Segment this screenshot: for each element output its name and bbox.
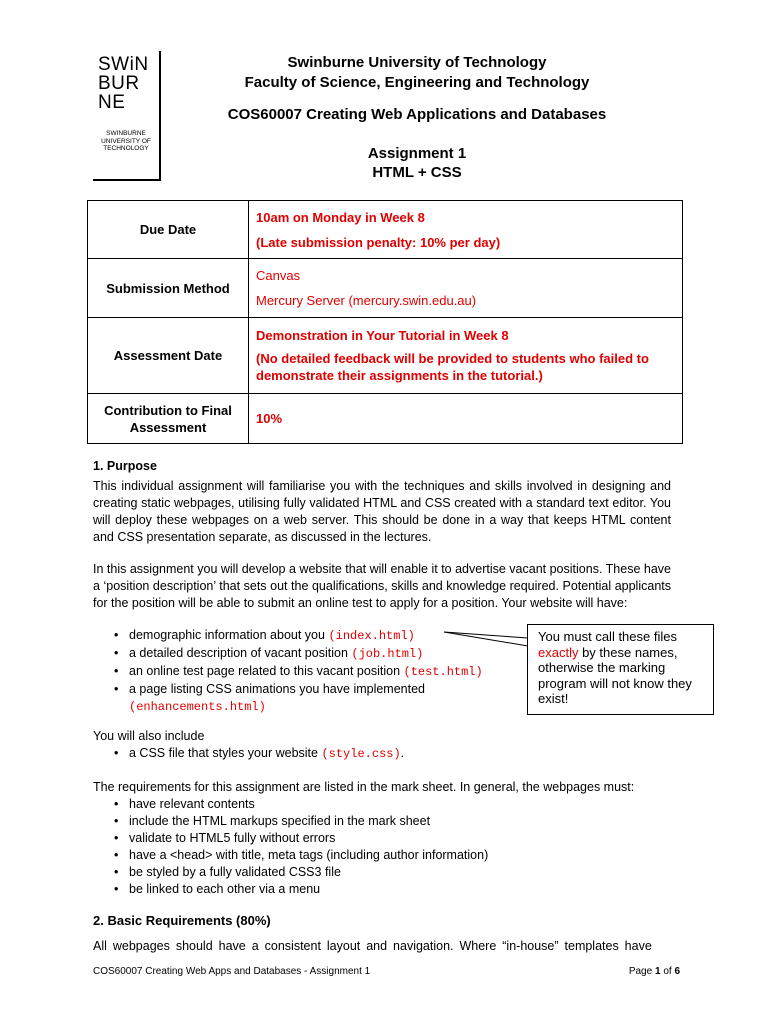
submission-label: Submission Method: [88, 259, 249, 318]
file-name: (index.html): [328, 629, 415, 643]
basic-requirements-paragraph: All webpages should have a consistent layout and navigation. Where “in-house” templates have: [93, 939, 652, 953]
assessment-value: [249, 318, 683, 394]
logo-caption-1: SWINBURNE: [106, 130, 146, 137]
list-item: • have relevant contents: [114, 797, 255, 811]
naming-callout: [527, 624, 714, 715]
assignment-info-table: [87, 200, 683, 444]
course-title: COS60007 Creating Web Applications and Databases: [227, 106, 607, 123]
logo-caption-3: TECHNOLOGY: [103, 145, 149, 152]
submission-canvas: Canvas: [256, 268, 301, 283]
footer-course: COS60007 Creating Web Apps and Databases - Assignment 1: [93, 966, 371, 977]
file-name: (test.html): [403, 665, 483, 679]
contribution-row: [88, 394, 683, 444]
item-text: be styled by a fully validated CSS3 file: [129, 865, 341, 879]
item-text: an online test page related to this vacant position: [129, 664, 404, 678]
submission-mercury: Mercury Server (mercury.swin.edu.au): [256, 293, 477, 308]
total-pages: 6: [674, 966, 680, 977]
assessment-row: [88, 318, 683, 394]
requirements-list: [93, 796, 533, 898]
assessment-main: Demonstration in Your Tutorial in Week 8: [256, 328, 509, 343]
submission-row: [88, 259, 683, 318]
due-date-main: 10am on Monday in Week 8: [256, 209, 425, 225]
callout-text-post: by these names, otherwise the marking program will not know they exist!: [538, 644, 692, 706]
item-text: have a <head> with title, meta tags (including author information): [129, 848, 489, 862]
file-name: (enhancements.html): [129, 700, 266, 714]
page-word: Page: [628, 966, 653, 977]
purpose-paragraph-1: This individual assignment will familiarise you with the techniques and skills involved in designing and creating static webpages, utilising fully validated HTML and CSS created with a standard text editor. You will deploy these webpages on a web server. This should be done in a way that keeps HTML content and CSS presentation separate, as discussed in the lectures.: [93, 479, 671, 544]
item-text: include the HTML markups specified in the mark sheet: [129, 814, 431, 828]
callout-pointer: [440, 626, 532, 656]
of-word: of: [663, 966, 672, 977]
item-end: .: [400, 746, 405, 760]
due-date-row: [88, 201, 683, 259]
list-item: • be linked to each other via a menu: [114, 882, 321, 896]
file-name: (style.css): [321, 747, 401, 761]
assignment-title: Assignment 1: [367, 145, 467, 162]
faculty-title: Faculty of Science, Engineering and Technology: [244, 74, 590, 91]
current-page: 1: [654, 966, 661, 977]
list-item: • validate to HTML5 fully without errors: [114, 831, 336, 845]
list-item: • a detailed description of vacant position (job.html): [114, 646, 424, 661]
logo-line-1: SWiN: [98, 54, 149, 75]
item-text: a detailed description of vacant position: [129, 646, 352, 660]
requirements-intro: The requirements for this assignment are listed in the mark sheet. In general, the webpages must:: [93, 780, 635, 794]
due-date-label: Due Date: [88, 201, 249, 259]
assignment-topic: HTML + CSS: [372, 164, 462, 181]
callout-text-pre: You must call these files: [538, 629, 677, 644]
contribution-value: 10%: [249, 394, 683, 444]
assessment-note: (No detailed feedback will be provided to students who failed to demonstrate their assignments in the tutorial.): [256, 351, 649, 383]
page-footer: [93, 966, 680, 978]
list-item: • include the HTML markups specified in the mark sheet: [114, 814, 431, 828]
list-item: • a page listing CSS animations you have implemented (enhancements.html): [114, 682, 426, 714]
contribution-label: Contribution to Final Assessment: [88, 394, 249, 444]
list-item: • be styled by a fully validated CSS3 file: [114, 865, 341, 879]
list-item: • an online test page related to this vacant position (test.html): [114, 664, 483, 679]
swinburne-logo: [93, 51, 161, 181]
callout-emphasis: exactly: [538, 644, 579, 660]
logo-line-3: NE: [98, 92, 126, 113]
item-text: be linked to each other via a menu: [129, 882, 321, 896]
logo-line-2: BUR: [98, 73, 140, 94]
late-penalty: (Late submission penalty: 10% per day): [256, 234, 501, 250]
logo-caption-2: UNIVERSITY OF: [101, 137, 151, 145]
item-text: validate to HTML5 fully without errors: [129, 831, 336, 845]
assessment-label: Assessment Date: [88, 318, 249, 394]
item-text: a CSS file that styles your website: [129, 746, 322, 760]
list-item: • demographic information about you (index.html): [114, 628, 415, 643]
item-text: demographic information about you: [129, 628, 329, 642]
university-title: Swinburne University of Technology: [287, 54, 547, 71]
list-item: • have a <head> with title, meta tags (including author information): [114, 848, 489, 862]
also-include-text: You will also include: [93, 729, 205, 743]
list-item: • a CSS file that styles your website (style.css).: [114, 746, 405, 761]
css-list: [93, 745, 533, 763]
submission-value: [249, 259, 683, 318]
due-date-value: [249, 201, 683, 259]
item-text: a page listing CSS animations you have implemented: [129, 682, 426, 696]
page-number: [629, 966, 680, 978]
file-name: (job.html): [351, 647, 424, 661]
item-text: have relevant contents: [129, 797, 255, 811]
basic-requirements-heading: 2. Basic Requirements (80%): [93, 913, 271, 928]
purpose-heading: 1. Purpose: [93, 459, 157, 473]
purpose-paragraph-2: In this assignment you will develop a website that will enable it to advertise vacant positions. These have a ‘position description’ that sets out the qualifications, skills and knowledge required. Potential applicants for the position will be able to submit an online test to apply for a position. Your website will have:: [93, 562, 671, 610]
